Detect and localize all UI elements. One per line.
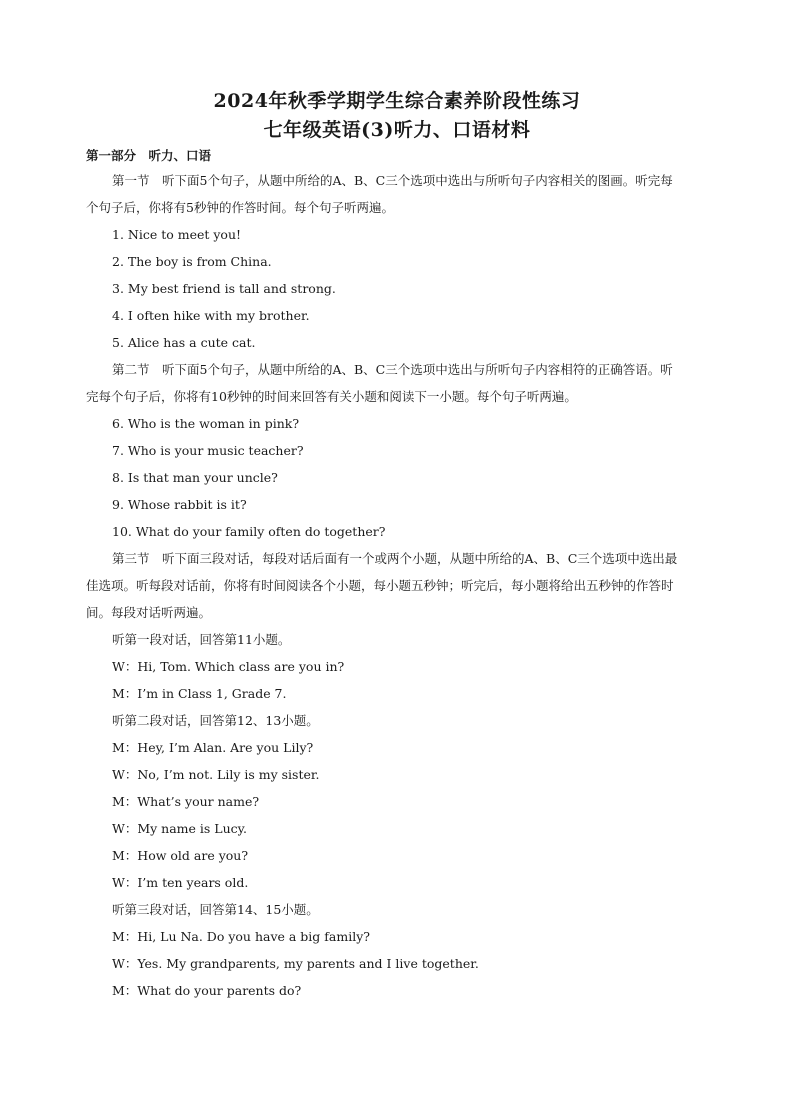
script-line: 间。每段对话听两遍。 bbox=[86, 605, 212, 620]
script-line: 1. Nice to meet you! bbox=[112, 227, 242, 242]
script-line: W：I’m ten years old. bbox=[112, 875, 249, 890]
document-title: 2024年秋季学期学生综合素养阶段性练习 bbox=[213, 90, 581, 112]
script-line: 第二节 听下面5个句子，从题中所给的A、B、C三个选项中选出与所听句子内容相符的正确答语。听 bbox=[112, 362, 673, 377]
script-line: 6. Who is the woman in pink? bbox=[112, 416, 300, 431]
script-line: M：What’s your name? bbox=[112, 794, 260, 809]
script-line: 个句子后，你将有5秒钟的作答时间。每个句子听两遍。 bbox=[86, 200, 394, 215]
script-line: W：My name is Lucy. bbox=[112, 821, 248, 836]
script-line: 2. The boy is from China. bbox=[112, 254, 272, 269]
script-line: 佳选项。听每段对话前，你将有时间阅读各个小题，每小题五秒钟；听完后，每小题将给出五秒钟的作答时 bbox=[86, 578, 674, 593]
document-subtitle: 七年级英语(3)听力、口语材料 bbox=[263, 119, 531, 141]
script-line: W：No, I’m not. Lily is my sister. bbox=[112, 767, 320, 782]
script-line: 4. I often hike with my brother. bbox=[112, 308, 310, 323]
script-line: M：I’m in Class 1, Grade 7. bbox=[112, 686, 287, 701]
script-line: M：Hey, I’m Alan. Are you Lily? bbox=[112, 740, 314, 755]
listening-script bbox=[86, 171, 716, 1008]
script-line: 听第二段对话，回答第12、13小题。 bbox=[112, 713, 319, 728]
script-line: M：Hi, Lu Na. Do you have a big family? bbox=[112, 929, 370, 944]
script-line: M：How old are you? bbox=[112, 848, 249, 863]
script-line: 10. What do your family often do together? bbox=[112, 524, 386, 539]
script-line: 听第一段对话，回答第11小题。 bbox=[112, 632, 291, 647]
script-line: 5. Alice has a cute cat. bbox=[112, 335, 256, 350]
script-line: W：Yes. My grandparents, my parents and I live together. bbox=[112, 956, 479, 971]
part-heading: 第一部分 听力、口语 bbox=[86, 148, 212, 163]
script-line: 第一节 听下面5个句子，从题中所给的A、B、C三个选项中选出与所听句子内容相关的图画。听完每 bbox=[112, 173, 673, 188]
script-line: W：Hi, Tom. Which class are you in? bbox=[112, 659, 345, 674]
script-line: 7. Who is your music teacher? bbox=[112, 443, 304, 458]
script-line: 8. Is that man your uncle? bbox=[112, 470, 278, 485]
script-line: 听第三段对话，回答第14、15小题。 bbox=[112, 902, 319, 917]
script-line: M：What do your parents do? bbox=[112, 983, 302, 998]
script-line: 完每个句子后，你将有10秒钟的时间来回答有关小题和阅读下一小题。每个句子听两遍。 bbox=[86, 389, 577, 404]
script-line: 第三节 听下面三段对话，每段对话后面有一个或两个小题，从题中所给的A、B、C三个选项中选出最 bbox=[112, 551, 678, 566]
script-line: 9. Whose rabbit is it? bbox=[112, 497, 247, 512]
script-line: 3. My best friend is tall and strong. bbox=[112, 281, 336, 296]
